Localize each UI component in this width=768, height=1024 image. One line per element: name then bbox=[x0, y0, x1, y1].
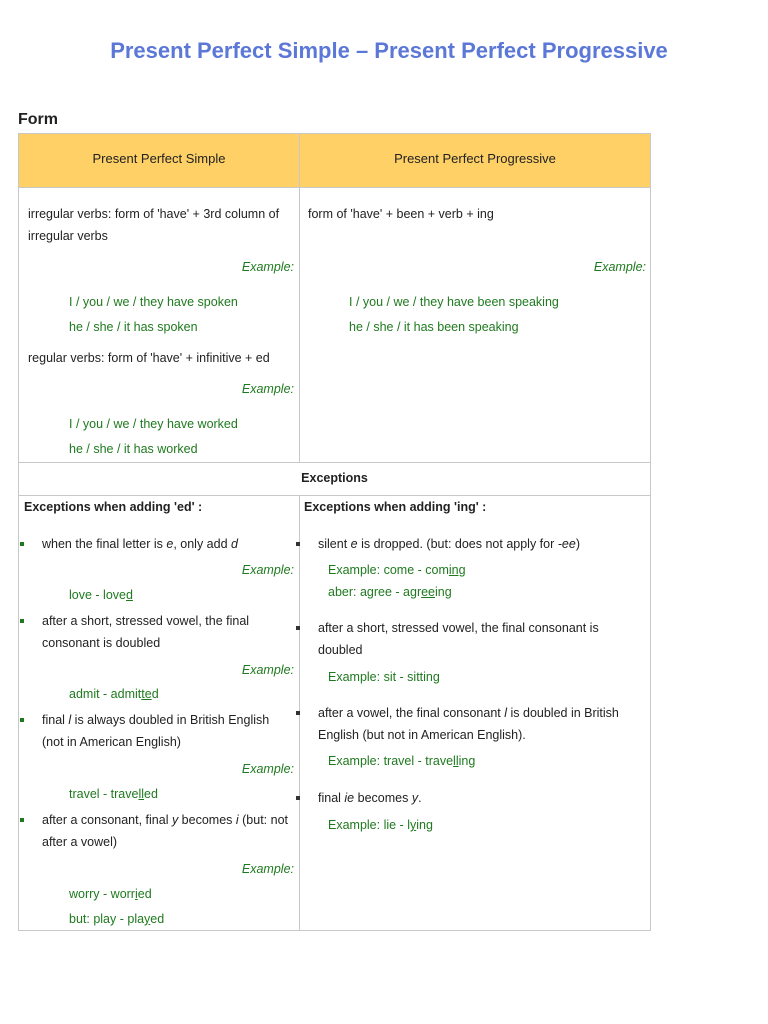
example-label: Example: bbox=[241, 563, 294, 577]
ing-example-4: Example: travel - travelling bbox=[328, 754, 476, 768]
progressive-example-singular: he / she / it has been speaking bbox=[349, 320, 519, 334]
example-label: Example: bbox=[241, 663, 294, 677]
ing-rule-1: silent e is dropped. (but: does not apply for -ee) bbox=[318, 537, 580, 551]
ed-example-4: worry - worried bbox=[69, 887, 152, 901]
bullet-icon bbox=[20, 619, 24, 623]
ed-rule-3: final l is always doubled in British English bbox=[42, 713, 270, 727]
ing-example-5: Example: lie - lying bbox=[328, 818, 433, 832]
regular-example-plural: I / you / we / they have worked bbox=[69, 417, 238, 431]
irregular-verbs-rule-cont: irregular verbs bbox=[28, 229, 108, 243]
bullet-icon bbox=[20, 818, 24, 822]
ing-rule-3: after a vowel, the final consonant l is doubled in British bbox=[318, 706, 619, 720]
irregular-verbs-rule: irregular verbs: form of 'have' + 3rd column of bbox=[28, 207, 280, 221]
ed-rule-4: after a consonant, final y becomes i (but: not bbox=[42, 813, 288, 827]
ing-rule-4: final ie becomes y. bbox=[318, 791, 422, 805]
ing-example-3: Example: sit - sitting bbox=[328, 670, 440, 684]
ed-example-2: admit - admitted bbox=[69, 687, 159, 701]
bullet-icon bbox=[296, 711, 300, 715]
exceptions-heading: Exceptions bbox=[301, 471, 368, 485]
bullet-icon bbox=[296, 626, 300, 630]
header-present-perfect-simple: Present Perfect Simple bbox=[92, 151, 226, 166]
example-label: Example: bbox=[241, 762, 294, 776]
irregular-example-plural: I / you / we / they have spoken bbox=[69, 295, 238, 309]
ed-example-1: love - loved bbox=[69, 588, 133, 602]
ing-example-2: aber: agree - agreeing bbox=[328, 585, 452, 599]
example-label: Example: bbox=[241, 862, 294, 876]
section-heading-form: Form bbox=[18, 111, 58, 128]
header-present-perfect-progressive: Present Perfect Progressive bbox=[394, 151, 556, 166]
ed-rule-3-cont: (not in American English) bbox=[42, 735, 181, 749]
ed-example-5: but: play - played bbox=[69, 912, 165, 926]
progressive-example-plural: I / you / we / they have been speaking bbox=[349, 295, 559, 309]
example-label: Example: bbox=[241, 382, 294, 396]
regular-example-singular: he / she / it has worked bbox=[69, 442, 198, 456]
ed-rule-1: when the final letter is e, only add d bbox=[42, 537, 238, 551]
ed-rule-2-cont: consonant is doubled bbox=[42, 636, 161, 650]
exceptions-ed-heading: Exceptions when adding 'ed' : bbox=[24, 500, 203, 514]
bullet-icon bbox=[20, 542, 24, 546]
ing-example-1: Example: come - coming bbox=[328, 563, 466, 577]
ed-rule-4-cont: after a vowel) bbox=[42, 835, 118, 849]
bullet-icon bbox=[296, 796, 300, 800]
row-divider bbox=[19, 187, 650, 188]
grammar-table bbox=[18, 133, 651, 931]
irregular-example-singular: he / she / it has spoken bbox=[69, 320, 198, 334]
ing-rule-2: after a short, stressed vowel, the final consonant is bbox=[318, 621, 599, 635]
row-divider bbox=[19, 462, 650, 463]
page-title: Present Perfect Simple – Present Perfect Progressive bbox=[110, 38, 668, 63]
progressive-form-rule: form of 'have' + been + verb + ing bbox=[308, 207, 494, 221]
ing-rule-3-cont: English (but not in American English). bbox=[318, 728, 526, 742]
ed-rule-2: after a short, stressed vowel, the final bbox=[42, 614, 250, 628]
exceptions-ing-heading: Exceptions when adding 'ing' : bbox=[304, 500, 487, 514]
ing-rule-2-cont: doubled bbox=[318, 643, 363, 657]
ed-example-3: travel - travelled bbox=[69, 787, 158, 801]
example-label: Example: bbox=[241, 260, 294, 274]
bullet-icon bbox=[20, 718, 24, 722]
bullet-icon bbox=[296, 542, 300, 546]
example-label: Example: bbox=[593, 260, 646, 274]
regular-verbs-rule: regular verbs: form of 'have' + infinitive + ed bbox=[28, 351, 270, 365]
